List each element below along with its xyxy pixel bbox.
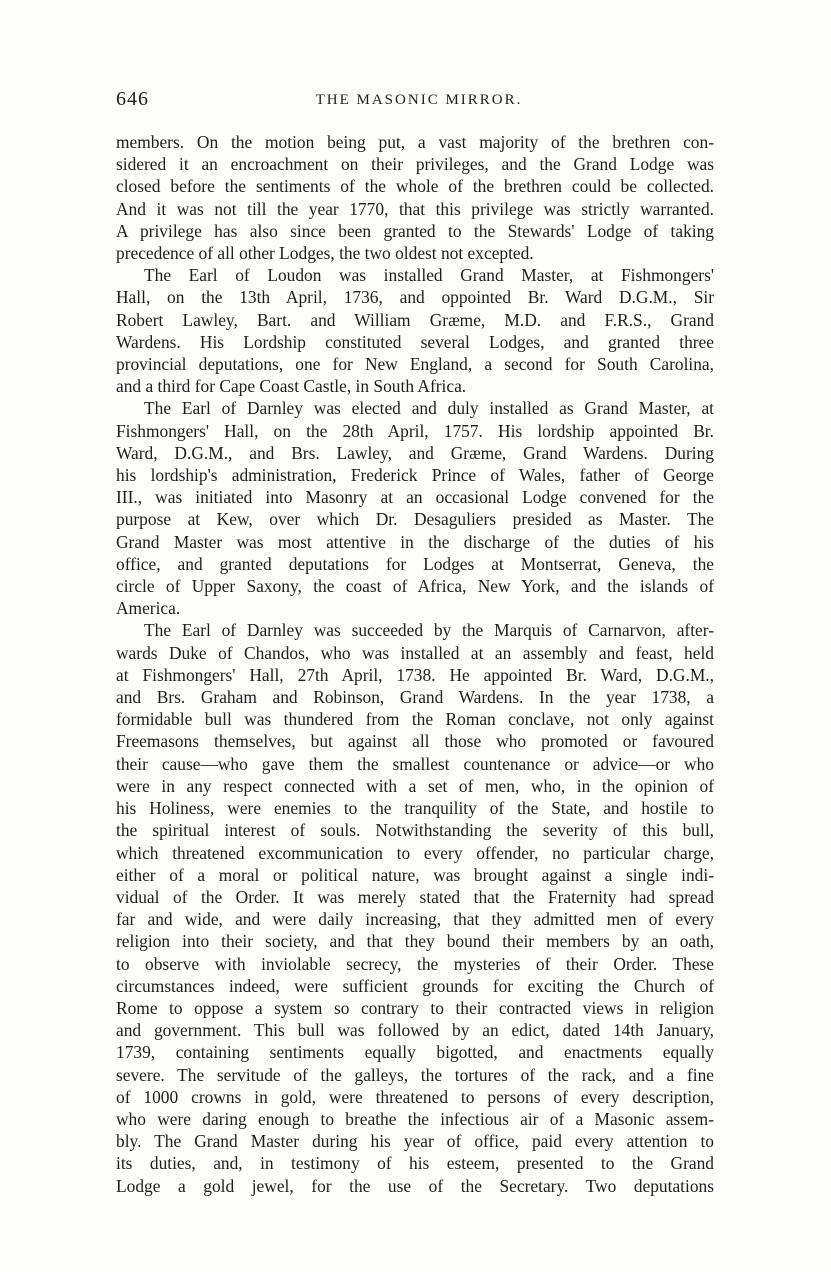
running-title: THE MASONIC MIRROR. bbox=[315, 92, 523, 108]
body-text bbox=[116, 131, 714, 1197]
text-line: purpose at Kew, over which Dr. Desaguliers presided as Master. The bbox=[116, 509, 714, 530]
text-line: precedence of all other Lodges, the two oldest not excepted. bbox=[116, 243, 534, 264]
text-line: vidual of the Order. It was merely stated that the Fraternity had spread bbox=[116, 886, 714, 907]
text-line: formidable bull was thundered from the Roman conclave, not only against bbox=[116, 709, 714, 730]
text-line: at Fishmongers' Hall, 27th April, 1738. He appointed Br. Ward, D.G.M., bbox=[116, 664, 714, 685]
text-line: wards Duke of Chandos, who was installed at an assembly and feast, held bbox=[116, 642, 714, 663]
text-line: religion into their society, and that they bound their members by an oath, bbox=[116, 931, 714, 952]
text-line: Freemasons themselves, but against all those who promoted or favoured bbox=[116, 731, 714, 752]
text-line: their cause—who gave them the smallest countenance or advice—or who bbox=[116, 753, 714, 774]
text-line: III., was initiated into Masonry at an occasional Lodge convened for the bbox=[116, 487, 714, 508]
text-line: circle of Upper Saxony, the coast of Africa, New York, and the islands of bbox=[116, 576, 714, 597]
text-line: the spiritual interest of souls. Notwithstanding the severity of this bull, bbox=[116, 820, 714, 841]
text-line: And it was not till the year 1770, that this privilege was strictly warranted. bbox=[116, 198, 714, 219]
text-line: its duties, and, in testimony of his esteem, presented to the Grand bbox=[116, 1153, 714, 1174]
text-line: either of a moral or political nature, was brought against a single indi- bbox=[116, 864, 714, 885]
text-line: provincial deputations, one for New England, a second for South Carolina, bbox=[116, 354, 714, 375]
text-line: office, and granted deputations for Lodges at Montserrat, Geneva, the bbox=[116, 553, 714, 574]
text-line: bly. The Grand Master during his year of office, paid every attention to bbox=[116, 1131, 714, 1152]
text-line: Rome to oppose a system so contrary to their contracted views in religion bbox=[116, 997, 714, 1018]
paragraph bbox=[116, 264, 714, 397]
text-line: to observe with inviolable secrecy, the mysteries of their Order. These bbox=[116, 953, 714, 974]
text-line: severe. The servitude of the galleys, the tortures of the rack, and a fine bbox=[116, 1064, 714, 1085]
text-line: Grand Master was most attentive in the discharge of the duties of his bbox=[116, 531, 714, 552]
text-line: Wardens. His Lordship constituted several Lodges, and granted three bbox=[116, 331, 714, 352]
running-head bbox=[116, 88, 714, 114]
text-line: The Earl of Darnley was elected and duly installed as Grand Master, at bbox=[144, 398, 714, 419]
text-line: of 1000 crowns in gold, were threatened to persons of every description, bbox=[116, 1086, 714, 1107]
text-line: The Earl of Loudon was installed Grand Master, at Fishmongers' bbox=[144, 265, 714, 286]
text-line: who were daring enough to breathe the infectious air of a Masonic assem- bbox=[116, 1108, 714, 1129]
text-line: Robert Lawley, Bart. and William Græme, M.D. and F.R.S., Grand bbox=[116, 309, 714, 330]
text-line: America. bbox=[116, 598, 181, 619]
paragraph bbox=[116, 619, 714, 1196]
text-line: sidered it an encroachment on their privileges, and the Grand Lodge was bbox=[116, 154, 714, 175]
text-line: closed before the sentiments of the whole of the brethren could be collected. bbox=[116, 176, 714, 197]
text-line: and Brs. Graham and Robinson, Grand Wardens. In the year 1738, a bbox=[116, 687, 714, 708]
text-line: Ward, D.G.M., and Brs. Lawley, and Græme, Grand Wardens. During bbox=[116, 442, 714, 463]
text-line: which threatened excommunication to every offender, no particular charge, bbox=[116, 842, 714, 863]
text-line: circumstances indeed, were sufficient grounds for exciting the Church of bbox=[116, 975, 714, 996]
text-line: members. On the motion being put, a vast majority of the brethren con- bbox=[116, 132, 714, 152]
text-line: far and wide, and were daily increasing, that they admitted men of every bbox=[116, 909, 714, 930]
text-line: A privilege has also since been granted to the Stewards' Lodge of taking bbox=[116, 220, 714, 241]
text-line: his lordship's administration, Frederick Prince of Wales, father of George bbox=[116, 465, 714, 486]
text-line: his Holiness, were enemies to the tranquility of the State, and hostile to bbox=[116, 798, 714, 819]
text-line: and a third for Cape Coast Castle, in South Africa. bbox=[116, 376, 467, 397]
paragraph bbox=[116, 131, 714, 264]
text-line: 1739, containing sentiments equally bigotted, and enactments equally bbox=[116, 1042, 714, 1063]
text-line: Hall, on the 13th April, 1736, and oppointed Br. Ward D.G.M., Sir bbox=[116, 287, 714, 308]
page-number: 646 bbox=[116, 88, 149, 110]
text-line: Fishmongers' Hall, on the 28th April, 1757. His lordship appointed Br. bbox=[116, 420, 714, 441]
paragraph bbox=[116, 397, 714, 619]
text-line: were in any respect connected with a set of men, who, in the opinion of bbox=[116, 775, 714, 796]
text-line: and government. This bull was followed by an edict, dated 14th January, bbox=[116, 1020, 714, 1041]
text-line: Lodge a gold jewel, for the use of the Secretary. Two deputations bbox=[116, 1175, 714, 1196]
text-line: The Earl of Darnley was succeeded by the Marquis of Carnarvon, after- bbox=[144, 620, 714, 641]
